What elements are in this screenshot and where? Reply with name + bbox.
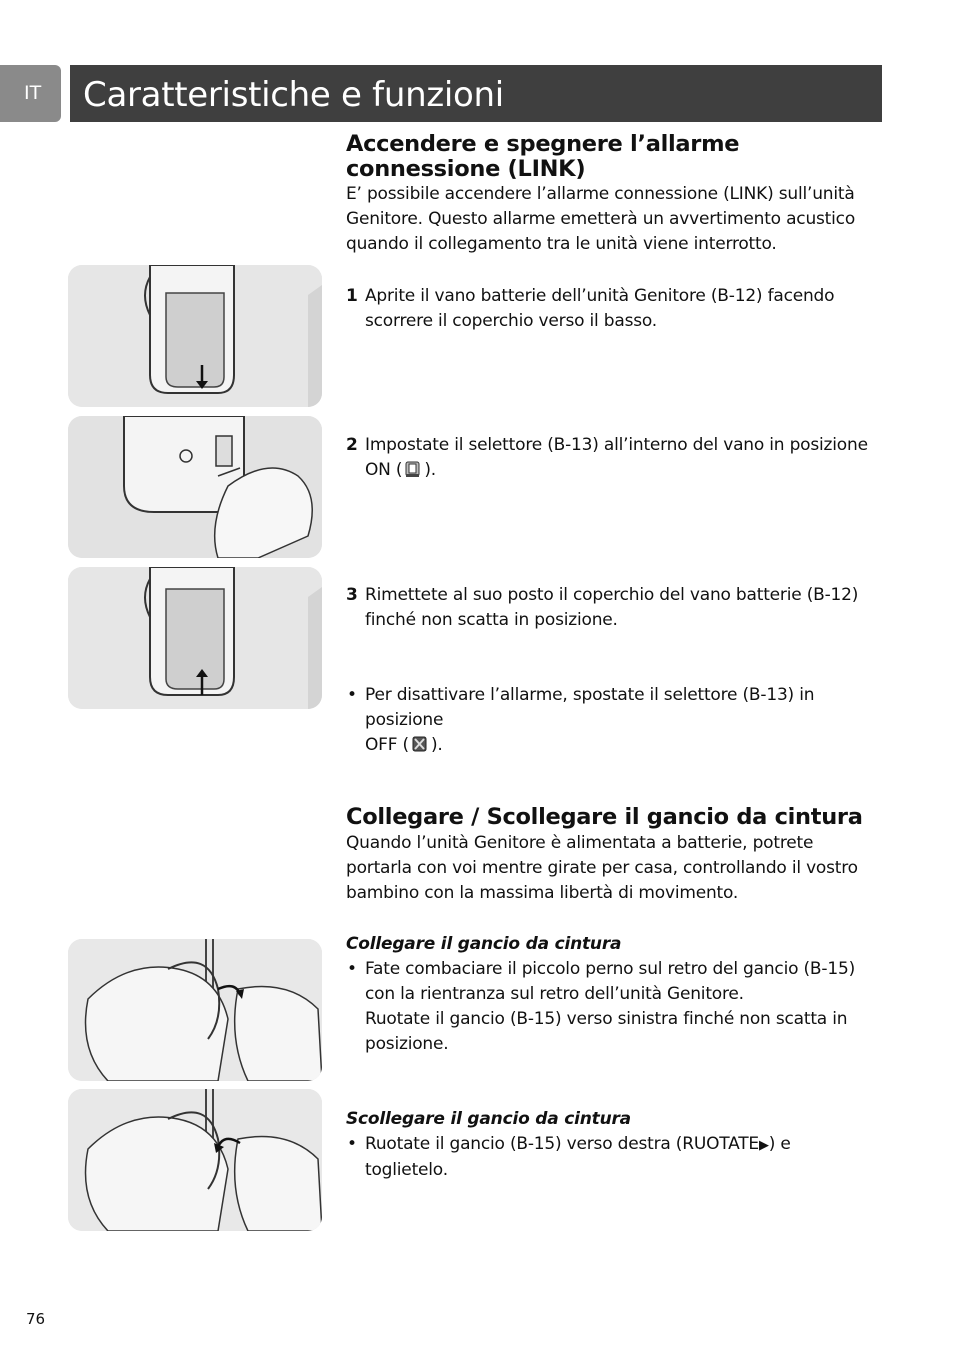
illustration-close-battery-cover [68, 567, 322, 709]
section-heading-belt-clip: Collegare / Scollegare il gancio da cintura [346, 804, 863, 830]
step-number: 3 [346, 585, 358, 605]
title-bar [70, 65, 882, 122]
bullet-disable-alarm: • Per disattivare l’allarme, spostate il selettore (B-13) in posizione OFF ( ). [347, 685, 815, 755]
illustration-attach-belt-clip [68, 939, 322, 1081]
detach-belt-clip: Scollegare il gancio da cintura • Ruotate il gancio (B-15) verso destra (RUOTATE▶) e toglietelo. [346, 1107, 886, 1183]
illustration-set-selector [68, 416, 322, 558]
page-number: 76 [26, 1310, 46, 1328]
bullet-dot: • [347, 685, 357, 705]
link-off-icon [410, 736, 430, 753]
subheading-detach: Scollegare il gancio da cintura [346, 1109, 631, 1129]
section-belt-clip [346, 805, 886, 906]
step-3: 3 Rimettete al suo posto il coperchio del vano batterie (B-12) finché non scatta in posizione. [346, 585, 859, 630]
bullet-dot: • [347, 1134, 357, 1154]
step-1: 1 Aprite il vano batterie dell’unità Genitore (B-12) facendo scorrere il coperchio verso il basso. [346, 286, 835, 331]
page-title: Caratteristiche e funzioni [83, 75, 504, 115]
section-heading-link-alarm: Accendere e spegnere l’allarme connessione (LINK) [346, 131, 740, 182]
attach-belt-clip: Collegare il gancio da cintura • Fate combaciare il piccolo perno sul retro del gancio (B-15) con la rientranza sul retro dell’unità Genitore. Ruotate il gancio (B-15) verso sinistra finché non scatta in posizione. [346, 932, 886, 1057]
subheading-attach: Collegare il gancio da cintura [346, 934, 622, 954]
section-intro-link-alarm: E’ possibile accendere l’allarme connessione (LINK) sull’unità Genitore. Questo allarme emetterà un avvertimento acustico quando il collegamento tra le unità viene interrotto. [346, 184, 856, 254]
illustration-open-battery-cover [68, 265, 322, 407]
illustration-detach-belt-clip [68, 1089, 322, 1231]
language-tab: IT [0, 65, 61, 122]
bullet-dot: • [347, 959, 357, 979]
step-number: 2 [346, 435, 358, 455]
section-link-alarm [346, 132, 886, 257]
section-intro-belt-clip: Quando l’unità Genitore è alimentata a batterie, potrete portarla con voi mentre girate per casa, controllando il vostro bambino con la massima libertà di movimento. [346, 833, 858, 903]
rotate-arrow-icon: ▶ [758, 1138, 769, 1153]
link-on-icon [403, 461, 423, 478]
step-2: 2 Impostate il selettore (B-13) all’interno del vano in posizione ON ( ). [346, 435, 868, 480]
step-number: 1 [346, 286, 358, 306]
